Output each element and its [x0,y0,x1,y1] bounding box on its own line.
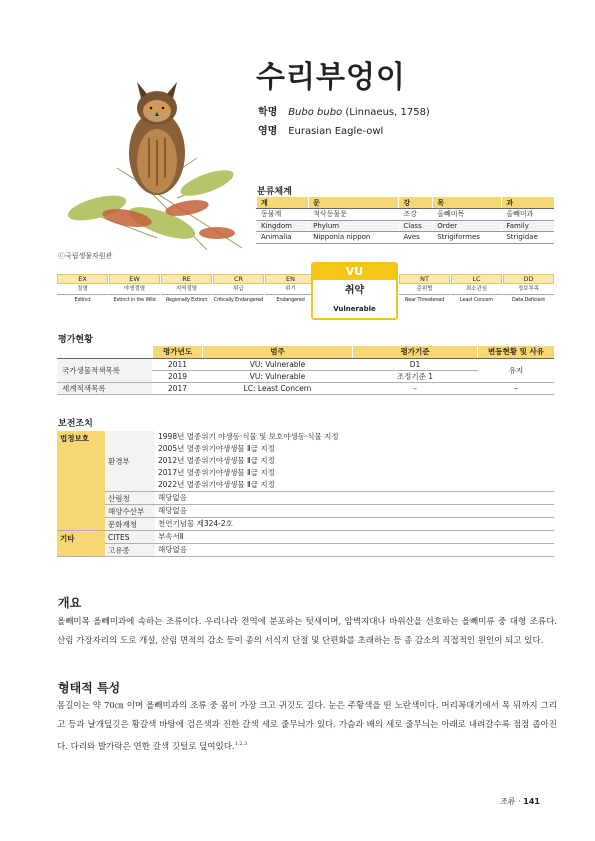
list-item: 2012년 멸종위기야생생물 Ⅱ급 지정 [158,456,275,465]
list-item: 1998년 멸종위기 야생동·식물 및 보호야생동·식물 지정 [158,432,339,441]
assessment-year: 2017 [153,382,203,394]
category-english: Regionally Extinct [165,297,208,303]
assessment-title: 평가현황 [58,335,93,345]
taxonomy-cell: 과 [502,197,554,209]
english-name-row [258,122,383,137]
assessment-change: – [478,382,555,394]
taxonomy-cell: Strigidae [502,232,554,244]
category-dd [503,274,554,306]
table-row [57,544,554,557]
category-ex [57,274,108,306]
taxonomy-cell: 목 [433,197,502,209]
selected-category-korean: 취약 [344,285,365,296]
assessment-header-criteria: 평가기준 [353,346,478,358]
category-scale [57,274,554,303]
protection-ocean-label: 해양수산부 [105,505,155,518]
overview-body: 올빼미목 올빼미과에 속하는 조류이다. 우리나라 전역에 분포하는 텃새이며, 암벽지대나 바위산을 선호하는 올빼미류 중 대형 조류다. 산림 가장자리의 도로 개설, 산림 면적의 감소 등이 종의 서식지 단절 및 단편화를 초래하는 등 종 감소의 직접적인 원인이 되고 있다. [57,617,557,646]
category-code: DD [503,274,554,284]
category-code: NT [399,274,450,284]
taxonomy-cell: Kingdom [257,220,309,232]
footer-section: 조류 [500,797,516,806]
category-ew [109,274,160,306]
protection-table [57,431,554,557]
page-number: 141 [523,797,540,806]
category-lc [451,274,502,306]
taxonomy-cell: 강 [399,197,433,209]
category-korean: 위기 [265,284,316,295]
morphology-body [57,697,557,757]
taxonomy-title: 분류체계 [257,187,292,197]
category-english: Endangered [276,297,305,303]
assessment-criteria: – [353,382,478,394]
category-code: EW [109,274,160,284]
taxonomy-rank-row [257,220,555,232]
taxonomy-cell: 척삭동물문 [309,209,399,221]
category-english: Near Threatened [404,297,445,303]
taxonomy-cell: 올빼미목 [433,209,502,221]
protection-endemic-value: 해당없음 [155,544,554,557]
taxonomy-cell: 계 [257,197,309,209]
protection-env-label: 환경부 [105,431,155,492]
assessment-header-row [58,346,555,358]
category-english: Extinct [74,297,91,303]
category-korean: 야생절멸 [109,284,160,295]
taxonomy-cell: Class [399,220,433,232]
protection-cites-label: CITES [105,531,155,544]
category-english: Data Deficient [511,297,546,303]
protection-title: 보전조치 [58,419,93,429]
photo-credit: ⓒ국립생물자원관 [58,252,113,260]
category-korean: 위급 [213,284,264,295]
category-korean: 준위협 [399,284,450,295]
table-row [57,505,554,518]
category-code: CR [213,274,264,284]
selected-category-code: VU [313,264,396,280]
protection-forest-label: 산림청 [105,492,155,505]
protection-endemic-label: 고유종 [105,544,155,557]
assessment-year: 2011 [153,358,203,370]
category-korean: 지역절멸 [161,284,212,295]
category-code: EX [57,274,108,284]
taxonomy-cell: Aves [399,232,433,244]
assessment-category: VU: Vulnerable [203,358,353,370]
category-nt [399,274,450,306]
assessment-national-label: 국가생물적색목록 [58,358,153,382]
taxonomy-cell: Order [433,220,502,232]
protection-cites-value: 부속서Ⅱ [155,531,554,544]
morphology-title: 형태적 특성 [58,681,121,695]
species-title: 수리부엉이 [256,60,406,95]
assessment-criteria: 조정기준 1 [353,370,478,382]
table-row [57,531,554,544]
taxonomy-header-row [257,197,555,209]
table-row [58,358,555,370]
category-english: Critically Endangered [213,297,264,303]
scientific-author: (Linnaeus, 1758) [342,107,430,118]
scientific-name-label: 학명 [258,107,278,118]
protection-legal-label: 법정보호 [57,431,105,531]
taxonomy-cell: Strigiformes [433,232,502,244]
morphology-text: 몸길이는 약 70㎝ 이며 올빼미과의 조류 중 몸이 가장 크고 귀깃도 길다. 눈은 주황색을 띤 노란색이다. 머리꼭대기에서 목 뒤까지 그리고 등과 날개덮깃은 황갈색 바탕에 검은색과 진한 갈색 세로 줄무늬가 있다. 가슴과 배의 세로 줄무늬는 아래로 내려갈수록 점점 좁아진다. 다리와 발가락은 연한 갈색 깃털로 덮여있다. [57,701,557,752]
category-cr [213,274,264,306]
taxonomy-latin-row [257,232,555,244]
reference-marks: 1,2,3 [234,741,248,747]
english-name: Eurasian Eagle-owl [288,126,384,137]
assessment-header-category: 범주 [203,346,353,358]
assessment-national-change: 유지 [478,358,555,382]
table-row [57,492,554,505]
category-english: Extinct in the Wild [113,297,156,303]
assessment-year: 2019 [153,370,203,382]
protection-culture-label: 문화재청 [105,518,155,531]
category-korean: 정보부족 [503,284,554,295]
assessment-criteria: D1 [353,358,478,370]
table-row [58,382,555,394]
category-english: Least Concern [459,297,494,303]
category-code: RE [161,274,212,284]
taxonomy-cell: Nipponia nippon [309,232,399,244]
selected-category-english: Vulnerable [333,305,376,313]
category-code: EN [265,274,316,284]
assessment-category: LC: Least Concern [203,382,353,394]
english-name-label: 영명 [258,126,278,137]
table-row [57,518,554,531]
assessment-table [57,346,554,395]
taxonomy-cell: Animalia [257,232,309,244]
assessment-category: VU: Vulnerable [203,370,353,382]
taxonomy-cell: 문 [309,197,399,209]
scientific-name: Bubo bubo [288,107,343,118]
taxonomy-cell: 올빼미과 [502,209,554,221]
protection-env-items [155,431,554,492]
category-re [161,274,212,306]
taxonomy-cell: Family [502,220,554,232]
taxonomy-korean-row [257,209,555,221]
scientific-name-row [258,103,430,118]
table-row [57,431,554,492]
assessment-header-blank [58,346,153,358]
taxonomy-table [256,197,554,244]
taxonomy-cell: 동물계 [257,209,309,221]
category-code: LC [451,274,502,284]
list-item: 2017년 멸종위기야생생물 Ⅱ급 지정 [158,468,275,477]
list-item: 2022년 멸종위기야생생물 Ⅱ급 지정 [158,480,275,489]
owl-photo [57,58,242,250]
selected-category-vu [311,262,398,320]
assessment-world-label: 세계적색목록 [58,382,153,394]
category-en [265,274,316,306]
taxonomy-cell: Phylum [309,220,399,232]
taxonomy-cell: 조강 [399,209,433,221]
list-item: 2005년 멸종위기야생생물 Ⅱ급 지정 [158,444,275,453]
protection-culture-value: 천연기념물 제324-2호 [155,518,554,531]
overview-title: 개요 [58,596,82,610]
assessment-header-change: 변동현황 및 사유 [478,346,555,358]
protection-forest-value: 해당없음 [155,492,554,505]
protection-other-label: 기타 [57,531,105,557]
assessment-header-year: 평가년도 [153,346,203,358]
protection-ocean-value: 해당없음 [155,505,554,518]
category-korean: 최소관심 [451,284,502,295]
category-korean: 절멸 [57,284,108,295]
page-footer [500,796,540,807]
footer-separator: · [518,797,521,806]
